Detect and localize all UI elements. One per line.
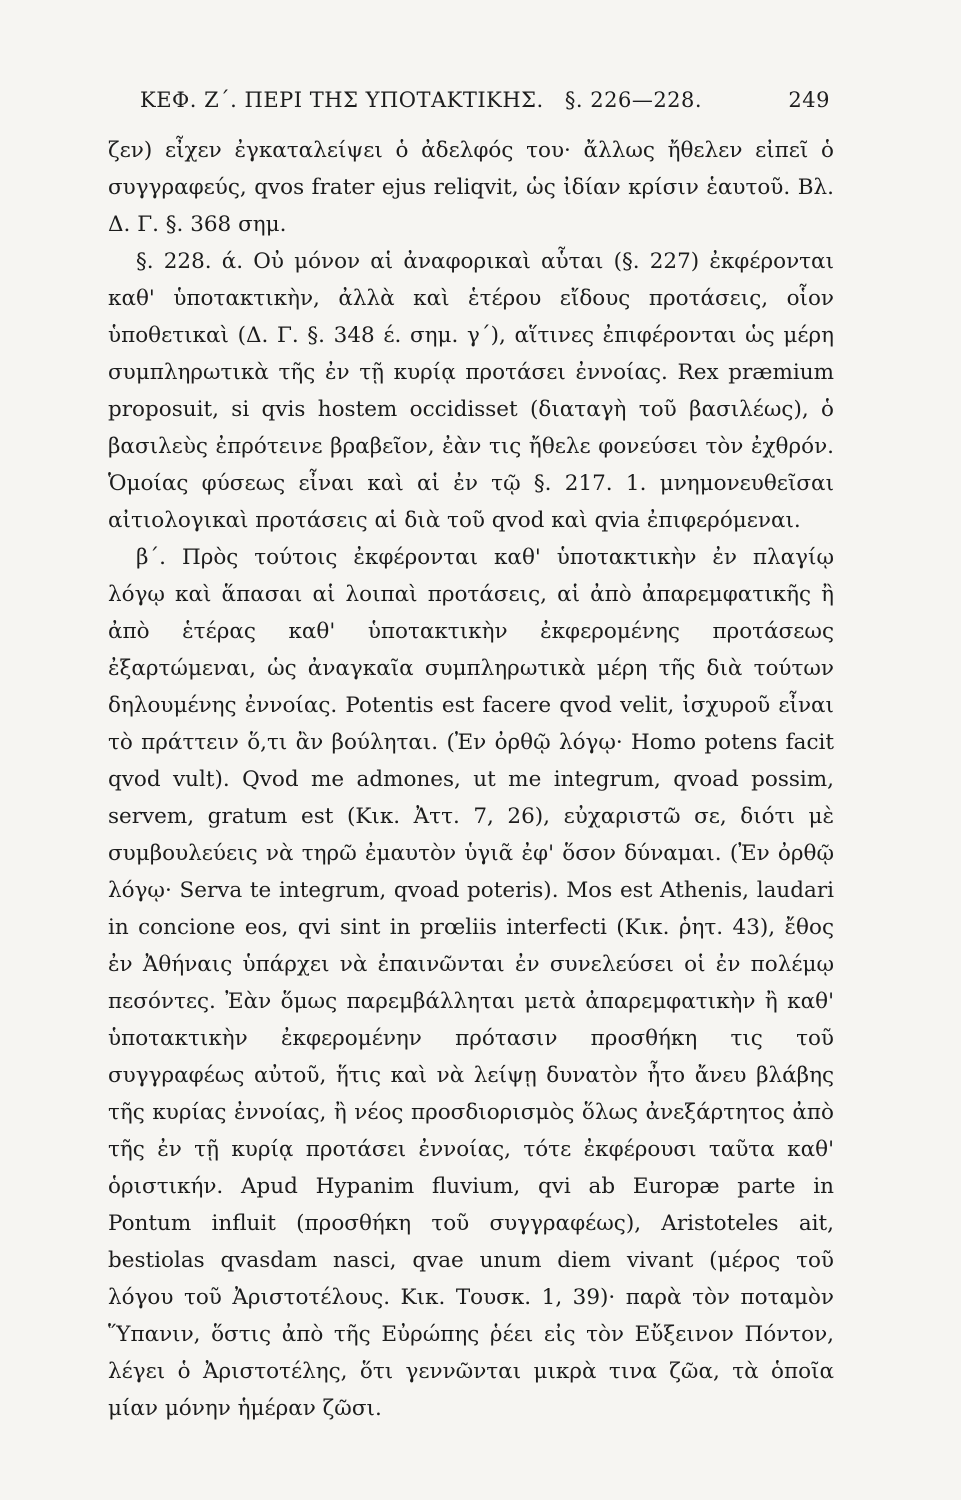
header-left (140, 88, 702, 112)
section-range: §. 226—228. (564, 88, 703, 112)
paragraph-continuation: ζεν) εἶχεν ἐγκαταλείψει ὁ ἀδελφός του· ἄλλως ἤθελεν εἰπεῖ ὁ συγγραφεύς, qvos frater ejus reliqvit, ὡς ἰδίαν κρίσιν ἑαυτοῦ. Βλ. Δ. Γ. §. 368 σημ. (108, 138, 834, 237)
body-text (108, 132, 834, 1427)
paragraph-section-228-a: §. 228. ά. Οὐ μόνον αἱ ἀναφορικαὶ αὗται (§. 227) ἐκφέρονται καθ' ὑποτακτικὴν, ἀλλὰ καὶ ἑτέρου εἴδους προτάσεις, οἷον ὑποθετικαὶ (Δ. Γ. §. 348 έ. σημ. γ΄), αἵτινες ἐπιφέρονται ὡς μέρη συμπληρωτικὰ τῆς ἐν τῇ κυρίᾳ προτάσει ἐννοίας. Rex præmium proposuit, si qvis hostem occidisset (διαταγὴ τοῦ βασιλέως), ὁ βασιλεὺς ἐπρότεινε βραβεῖον, ἐὰν τις ἤθελε φονεύσει τὸν ἐχθρόν. Ὁμοίας φύσεως εἶναι καὶ αἱ ἐν τῷ §. 217. 1. μνημονευθεῖσαι αἰτιολογικαὶ προτάσεις αἱ διὰ τοῦ qvod καὶ qvia ἐπιφερόμεναι. (108, 249, 834, 533)
chapter-title: ΚΕΦ. Ζ΄. ΠΕΡΙ ΤΗΣ ΥΠΟΤΑΚΤΙΚΗΣ. (140, 88, 544, 112)
page-number: 249 (788, 88, 830, 112)
running-header (140, 88, 830, 112)
paragraph-section-228-b: β΄. Πρὸς τούτοις ἐκφέρονται καθ' ὑποτακτικὴν ἐν πλαγίῳ λόγῳ καὶ ἅπασαι αἱ λοιπαὶ προτάσεις, αἱ ἀπὸ ἀπαρεμφατικῆς ἢ ἀπὸ ἑτέρας καθ' ὑποτακτικὴν ἐκφερομένης προτάσεως ἐξαρτώμεναι, ὡς ἀναγκαῖα συμπληρωτικὰ μέρη τῆς διὰ τούτων δηλουμένης ἐννοίας. Potentis est facere qvod velit, ἰσχυροῦ εἶναι τὸ πράττειν ὅ,τι ἂν βούληται. (Ἐν ὀρθῷ λόγῳ· Homo potens facit qvod vult). Qvod me admones, ut me integrum, qvoad possim, servem, gratum est (Κικ. Ἀττ. 7, 26), εὐχαριστῶ σε, διότι μὲ συμβουλεύεις νὰ τηρῶ ἐμαυτὸν ὑγιᾶ ἐφ' ὅσον δύναμαι. (Ἐν ὀρθῷ λόγῳ· Serva te integrum, qvoad poteris). Mos est Athenis, laudari in concione eos, qvi sint in prœliis interfecti (Κικ. ῥητ. 43), ἔθος ἐν Ἀθήναις ὑπάρχει νὰ ἐπαινῶνται ἐν συνελεύσει οἱ ἐν πολέμῳ πεσόντες. Ἐὰν ὅμως παρεμβάλληται μετὰ ἀπαρεμφατικὴν ἢ καθ' ὑποτακτικὴν ἐκφερομένην πρότασιν προσθήκη τις τοῦ συγγραφέως αὐτοῦ, ἥτις καὶ νὰ λείψῃ δυνατὸν ἦτο ἄνευ βλάβης τῆς κυρίας ἐννοίας, ἢ νέος προσδιορισμὸς ὅλως ἀνεξάρτητος ἀπὸ τῆς ἐν τῇ κυρίᾳ προτάσει ἐννοίας, τότε ἐκφέρουσι ταῦτα καθ' ὁριστικήν. Apud Hypanim fluvium, qvi ab Europæ parte in Pontum influit (προσθήκη τοῦ συγγραφέως), Aristoteles ait, bestiolas qvasdam nasci, qvae unum diem vivant (μέρος τοῦ λόγου τοῦ Ἀριστοτέλους. Κικ. Τουσκ. 1, 39)· παρὰ τὸν ποταμὸν Ὕπανιν, ὅστις ἀπὸ τῆς Εὐρώπης ῥέει εἰς τὸν Εὔξεινον Πόντον, λέγει ὁ Ἀριστοτέλης, ὅτι γεννῶνται μικρὰ τινα ζῶα, τὰ ὁποῖα μίαν μόνην ἡμέραν ζῶσι. (108, 545, 834, 1421)
